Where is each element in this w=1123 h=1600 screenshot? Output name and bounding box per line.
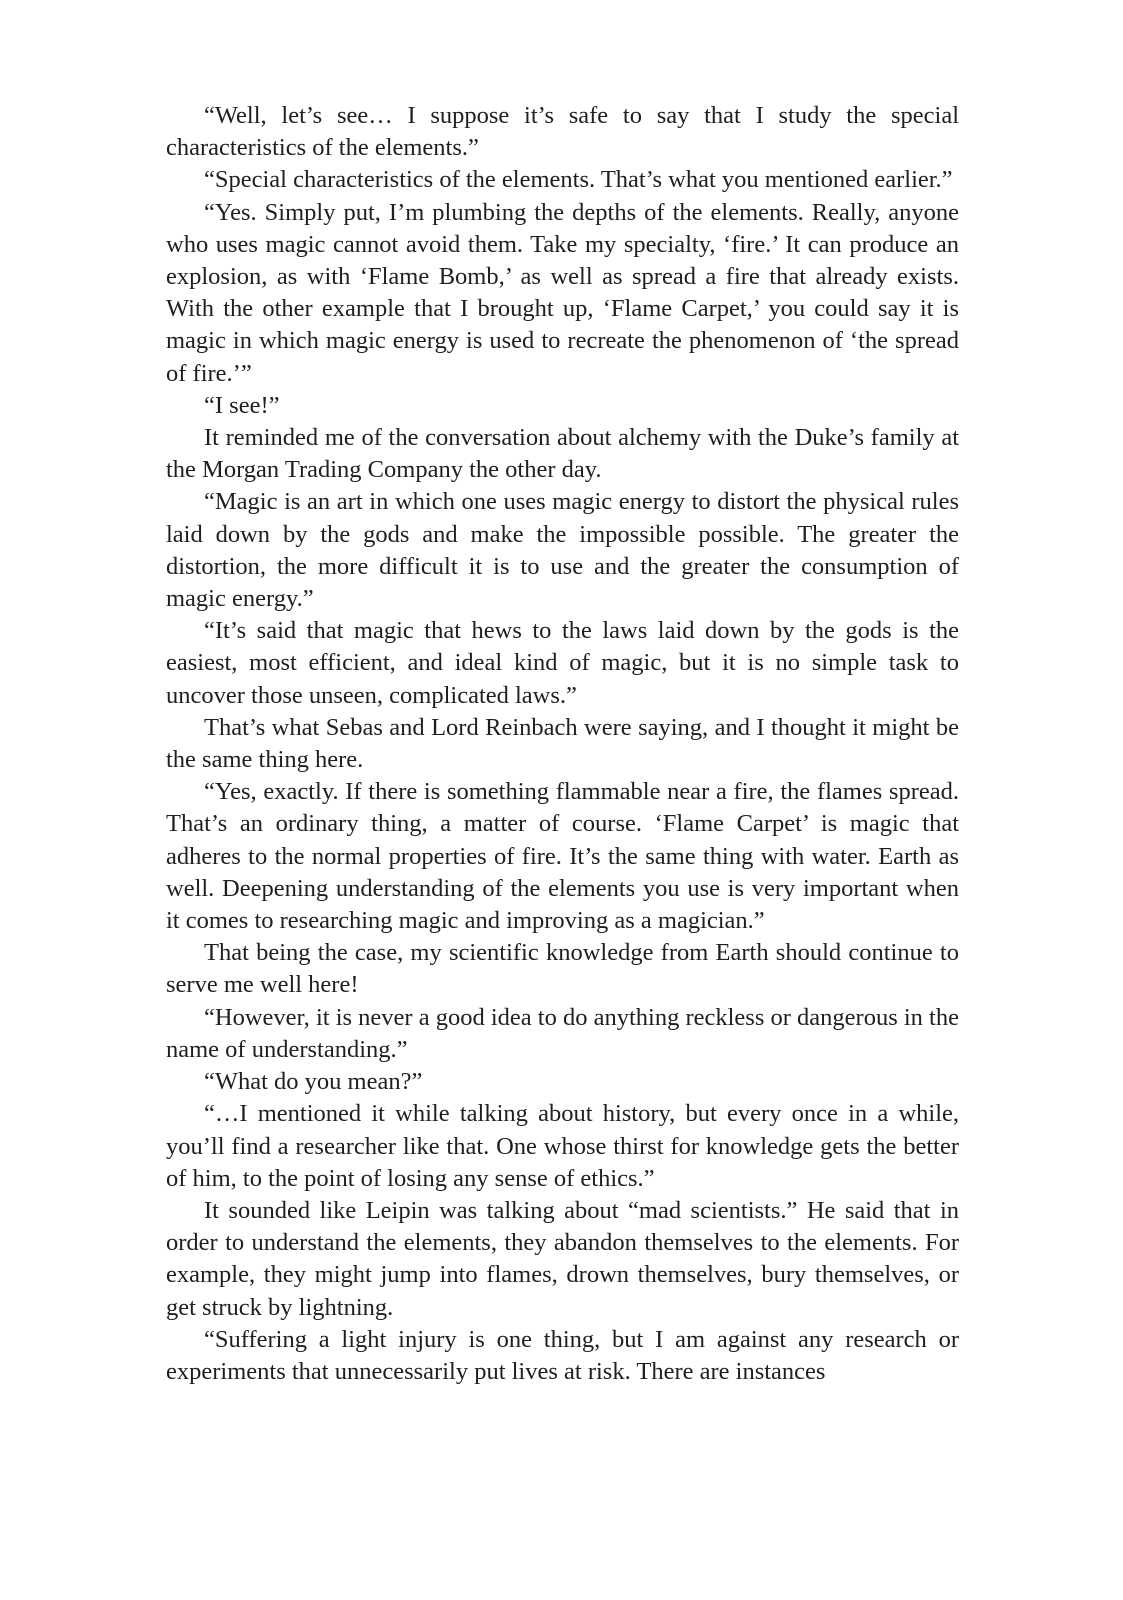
paragraph: “…I mentioned it while talking about history, but every once in a while, you’ll find a researcher like that. One whose thirst for knowledge gets the better of him, to the point of losing any sense of ethics.” xyxy=(166,1100,959,1192)
paragraph: “Magic is an art in which one uses magic energy to distort the physical rules laid down by the gods and make the impossible possible. The greater the distortion, the more difficult it is to use and the greater the consumption of magic energy.” xyxy=(166,488,959,613)
paragraph: “Yes. Simply put, I’m plumbing the depths of the elements. Really, anyone who uses magic cannot avoid them. Take my specialty, ‘fire.’ It can produce an explosion, as with ‘Flame Bomb,’ as well as spread a fire that already exists. With the other example that I brought up, ‘Flame Carpet,’ you could say it is magic in which magic energy is used to recreate the phenomenon of ‘the spread of fire.’” xyxy=(166,198,959,387)
paragraph: “Special characteristics of the elements. That’s what you mentioned earlier.” xyxy=(204,166,953,194)
paragraph: That being the case, my scientific knowledge from Earth should continue to serve me well here! xyxy=(166,939,959,999)
paragraph: “What do you mean?” xyxy=(204,1068,423,1096)
page-text xyxy=(166,100,959,1388)
paragraph: That’s what Sebas and Lord Reinbach were saying, and I thought it might be the same thing here. xyxy=(166,713,959,774)
paragraph: “Yes, exactly. If there is something flammable near a fire, the flames spread. That’s an ordinary thing, a matter of course. ‘Flame Carpet’ is magic that adheres to the normal properties of fire. It’s the same thing with water. Earth as well. Deepening understanding of the elements you use is very important when it comes to researching magic and improving as a magician.” xyxy=(166,778,959,935)
paragraph: “I see!” xyxy=(204,391,280,419)
paragraph: “It’s said that magic that hews to the laws laid down by the gods is the easiest, most efficient, and ideal kind of magic, but it is no simple task to uncover those unseen, complicated laws.” xyxy=(166,617,959,709)
paragraph: “Suffering a light injury is one thing, but I am against any research or experiments that unnecessarily put lives at risk. There are instances xyxy=(166,1325,959,1385)
paragraph: “However, it is never a good idea to do anything reckless or dangerous in the name of understanding.” xyxy=(166,1003,959,1063)
paragraph: It reminded me of the conversation about alchemy with the Duke’s family at the Morgan Trading Company the other day. xyxy=(166,424,959,484)
paragraph: “Well, let’s see… I suppose it’s safe to say that I study the special characteristics of the elements.” xyxy=(166,102,959,162)
paragraph: It sounded like Leipin was talking about “mad scientists.” He said that in order to understand the elements, they abandon themselves to the elements. For example, they might jump into flames, drown themselves, bury themselves, or get struck by lightning. xyxy=(166,1196,959,1321)
